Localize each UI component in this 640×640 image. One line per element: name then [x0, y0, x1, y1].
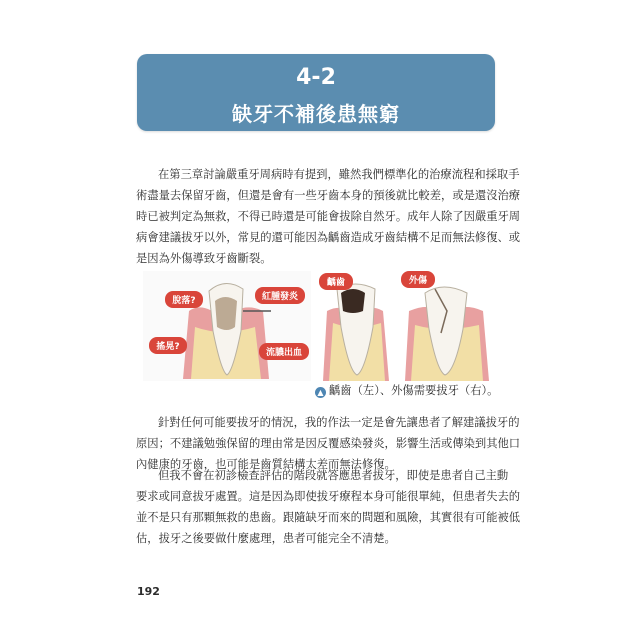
paragraph-line: 原因；不建議勉強保留的理由常是因反覆感染發炎，影響生活或傳染到其他口: [136, 437, 521, 450]
tag-inflammation-text: 紅腫發炎: [261, 292, 299, 302]
paragraph-line: 時已被判定為無救，不得已時還是可能會拔除自然牙。成年人除了因嚴重牙周: [136, 210, 521, 223]
decay-shape: [341, 289, 365, 313]
paragraph-line: 術盡量去保留牙齒，但還是會有一些牙齒本身的預後就比較差，或是還沒治療: [136, 189, 521, 202]
paragraph-line: 在第三章討論嚴重牙周病時有提到，雖然我們標準化的治療流程和採取手: [158, 168, 520, 181]
tag-dislodge: [165, 291, 203, 308]
paragraph-line: 針對任何可能要拔牙的情況，我的作法一定是會先讓患者了解建議拔牙的: [158, 416, 520, 429]
chapter-title: 缺牙不補後患無窮: [232, 102, 400, 126]
tag-loose-text: 搖晃?: [156, 342, 180, 352]
fractured-tooth-panel: [405, 287, 489, 381]
tag-pus-bleeding-text: 流膿出血: [265, 348, 303, 358]
paragraph-line: 是因為外傷導致牙齒斷裂。: [136, 252, 272, 265]
tooth-illustration-graphic: [143, 271, 499, 381]
tag-inflammation: [255, 287, 305, 304]
up-arrow-icon: ▲: [315, 387, 326, 398]
figure-caption: [315, 382, 498, 398]
decayed-tooth-panel: [323, 284, 389, 381]
page-number: 192: [137, 585, 160, 598]
tag-decay: [319, 273, 353, 290]
tag-pus-bleeding: [259, 343, 309, 360]
paragraph-1: [136, 164, 521, 269]
figure-caption-text: 齲齒（左）、外傷需要拔牙（右）。: [329, 384, 499, 397]
paragraph-line: 估，拔牙之後要做什麼處理，患者可能完全不清楚。: [136, 532, 396, 545]
tag-loose: [149, 337, 187, 354]
tag-trauma: [401, 271, 435, 288]
paragraph-3: [136, 465, 521, 549]
tag-dislodge-text: 脫落?: [172, 296, 196, 306]
chapter-number: 4-2: [296, 65, 336, 90]
tag-trauma-text: 外傷: [408, 276, 428, 286]
paragraph-line: 但我不會在初診檢查評估的階段就答應患者拔牙，即使是患者自己主動: [158, 469, 509, 482]
chapter-banner: [137, 54, 495, 131]
paragraph-line: 並不是只有那顆無救的患齒。跟隨缺牙而來的問題和風險，其實很有可能被低: [136, 511, 521, 524]
tooth-illustration: [143, 271, 499, 381]
tag-decay-text: 齲齒: [326, 278, 346, 288]
paragraph-line: 要求或同意拔牙處置。這是因為即使拔牙療程本身可能很單純，但患者失去的: [136, 490, 521, 503]
paragraph-line: 內健康的牙齒，也可能是齒質結構太差而無法修復。: [136, 458, 396, 471]
paragraph-line: 病會建議拔牙以外，常見的還可能因為齲齒造成牙齒結構不足而無法修復、或: [136, 231, 521, 244]
tartar-shape: [215, 297, 237, 330]
